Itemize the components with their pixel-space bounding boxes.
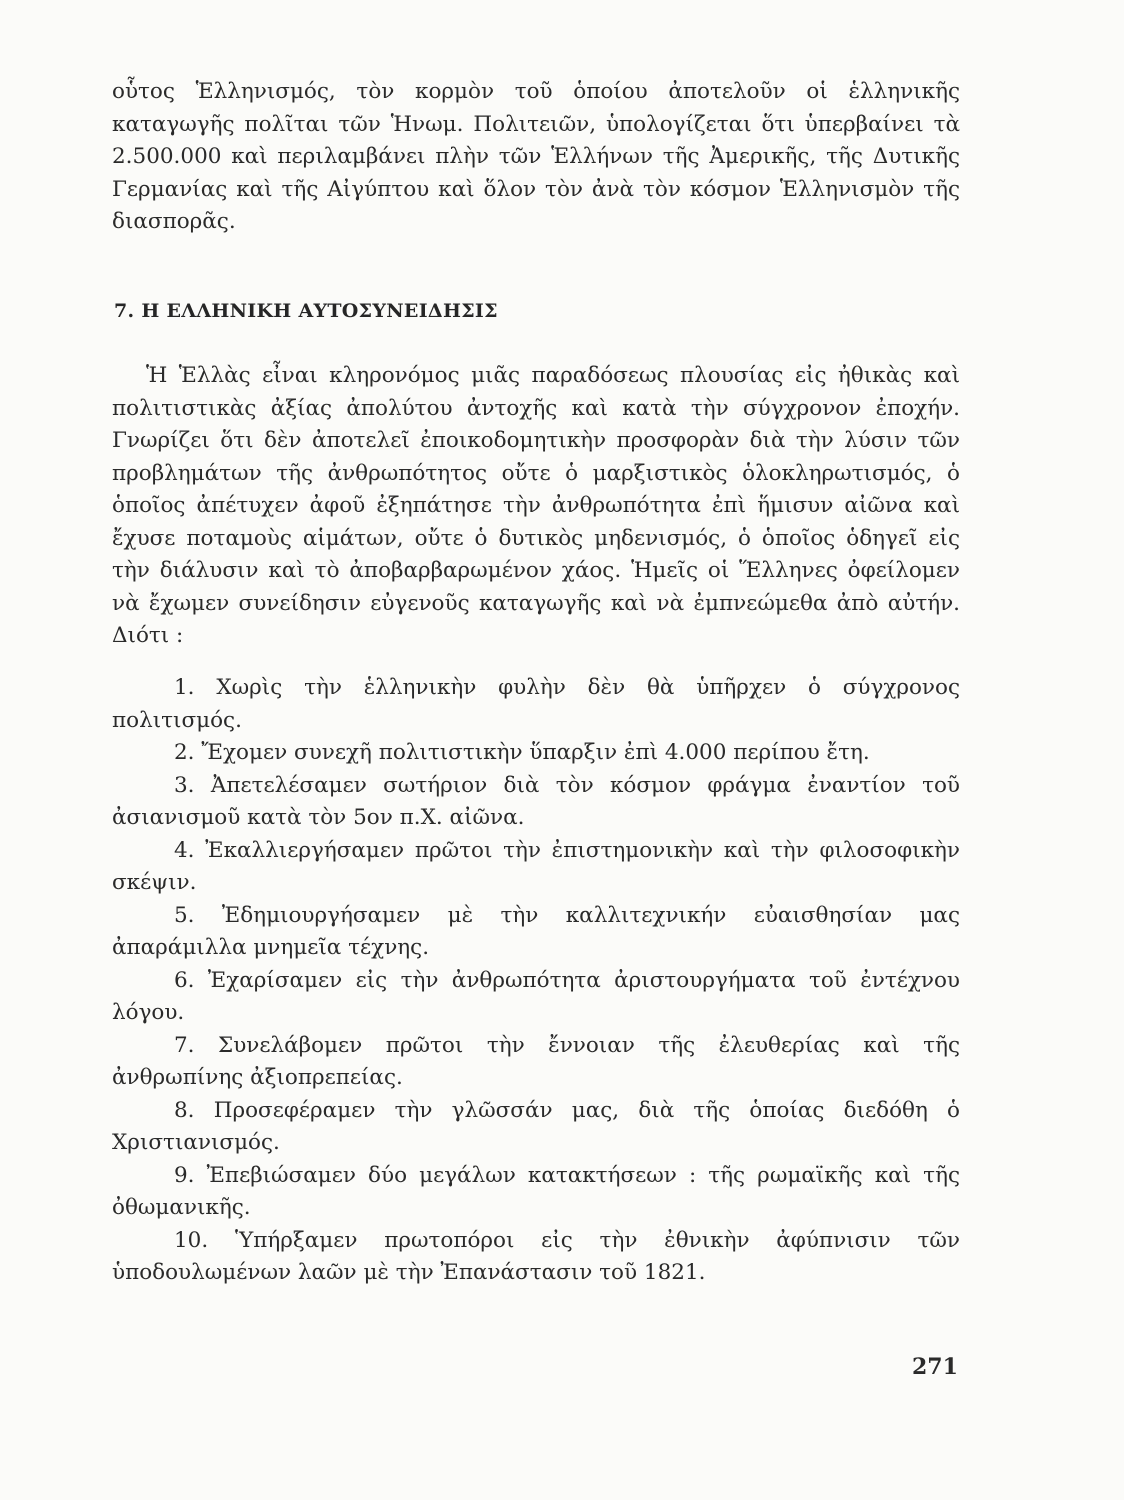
list-item: 8. Προσεφέραμεν τὴν γλῶσσάν μας, διὰ τῆς ὁποίας διεδόθη ὁ Χριστιανισμός. [112, 1097, 960, 1155]
list-item: 5. Ἐδημιουργήσαμεν μὲ τὴν καλλιτεχνικήν εὐαισθησίαν μας ἀπαράμιλλα μνημεῖα τέχνης. [112, 902, 960, 960]
intro-paragraph: οὗτος Ἑλληνισμός, τὸν κορμὸν τοῦ ὁποίου ἀποτελοῦν οἱ ἑλληνικῆς καταγωγῆς πολῖται τῶν Ἡνωμ. Πολιτειῶν, ὑπολογίζεται ὅτι ὑπερβαίνει τὰ 2.500.000 καὶ περιλαμβάνει πλὴν τῶν Ἑλλήνων τῆς Ἀμερικῆς, τῆς Δυτικῆς Γερμανίας καὶ τῆς Αἰγύπτου καὶ ὅλον τὸν ἀνὰ τὸν κόσμον Ἑλληνισμὸν τῆς διασπορᾶς. [112, 79, 960, 234]
list-item: 7. Συνελάβομεν πρῶτοι τὴν ἔννοιαν τῆς ἐλευθερίας καὶ τῆς ἀνθρωπίνης ἀξιοπρεπείας. [112, 1032, 960, 1090]
list-item: 4. Ἐκαλλιεργήσαμεν πρῶτοι τὴν ἐπιστημονικὴν καὶ τὴν φιλοσοφικὴν σκέψιν. [112, 837, 960, 895]
list-item: 6. Ἐχαρίσαμεν εἰς τὴν ἀνθρωπότητα ἀριστουργήματα τοῦ ἐντέχνου λόγου. [112, 967, 960, 1025]
list-item: 10. Ὑπήρξαμεν πρωτοπόροι εἰς τὴν ἐθνικὴν ἀφύπνισιν τῶν ὑποδουλωμένων λαῶν μὲ τὴν Ἐπανάστασιν τοῦ 1821. [112, 1227, 960, 1285]
list-item: 2. Ἔχομεν συνεχῆ πολιτιστικὴν ὕπαρξιν ἐπὶ 4.000 περίπου ἔτη. [174, 740, 870, 765]
body-paragraph: Ἡ Ἑλλὰς εἶναι κληρονόμος μιᾶς παραδόσεως πλουσίας εἰς ἠθικὰς καὶ πολιτιστικὰς ἀξίας ἀπολύτου ἀντοχῆς καὶ κατὰ τὴν σύγχρονον ἐποχήν. Γνωρίζει ὅτι δὲν ἀποτελεῖ ἐποικοδομητικὴν προσφορὰν διὰ τὴν λύσιν τῶν προβλημάτων τῆς ἀνθρωπότητος οὔτε ὁ μαρξιστικὸς ὁλοκληρωτισμός, ὁ ὁποῖος ἀπέτυχεν ἀφοῦ ἐξηπάτησε τὴν ἀνθρωπότητα ἐπὶ ἥμισυν αἰῶνα καὶ ἔχυσε ποταμοὺς αἱμάτων, οὔτε ὁ δυτικὸς μηδενισμός, ὁ ὁποῖος ὁδηγεῖ εἰς τὴν διάλυσιν καὶ τὸ ἀποβαρβαρωμένον χάος. Ἡμεῖς οἱ Ἕλληνες ὀφείλομεν νὰ ἔχωμεν συνείδησιν εὐγενοῦς καταγωγῆς καὶ νὰ ἐμπνεώμεθα ἀπὸ αὐτήν. Διότι : [112, 363, 960, 648]
list-item: 3. Ἀπετελέσαμεν σωτήριον διὰ τὸν κόσμον φράγμα ἐναντίον τοῦ ἀσιανισμοῦ κατὰ τὸν 5ον π.Χ. αἰῶνα. [112, 772, 960, 830]
section-title: 7. Η ΕΛΛΗΝΙΚΗ ΑΥΤΟΣΥΝΕΙΔΗΣΙΣ [114, 300, 498, 322]
list-item: 9. Ἐπεβιώσαμεν δύο μεγάλων κατακτήσεων : τῆς ρωμαϊκῆς καὶ τῆς ὀθωμανικῆς. [112, 1162, 960, 1220]
numbered-list [112, 672, 960, 1290]
list-item: 1. Χωρὶς τὴν ἑλληνικὴν φυλὴν δὲν θὰ ὑπῆρχεν ὁ σύγχρονος πολιτισμός. [112, 675, 960, 733]
page-number: 271 [912, 1354, 958, 1380]
